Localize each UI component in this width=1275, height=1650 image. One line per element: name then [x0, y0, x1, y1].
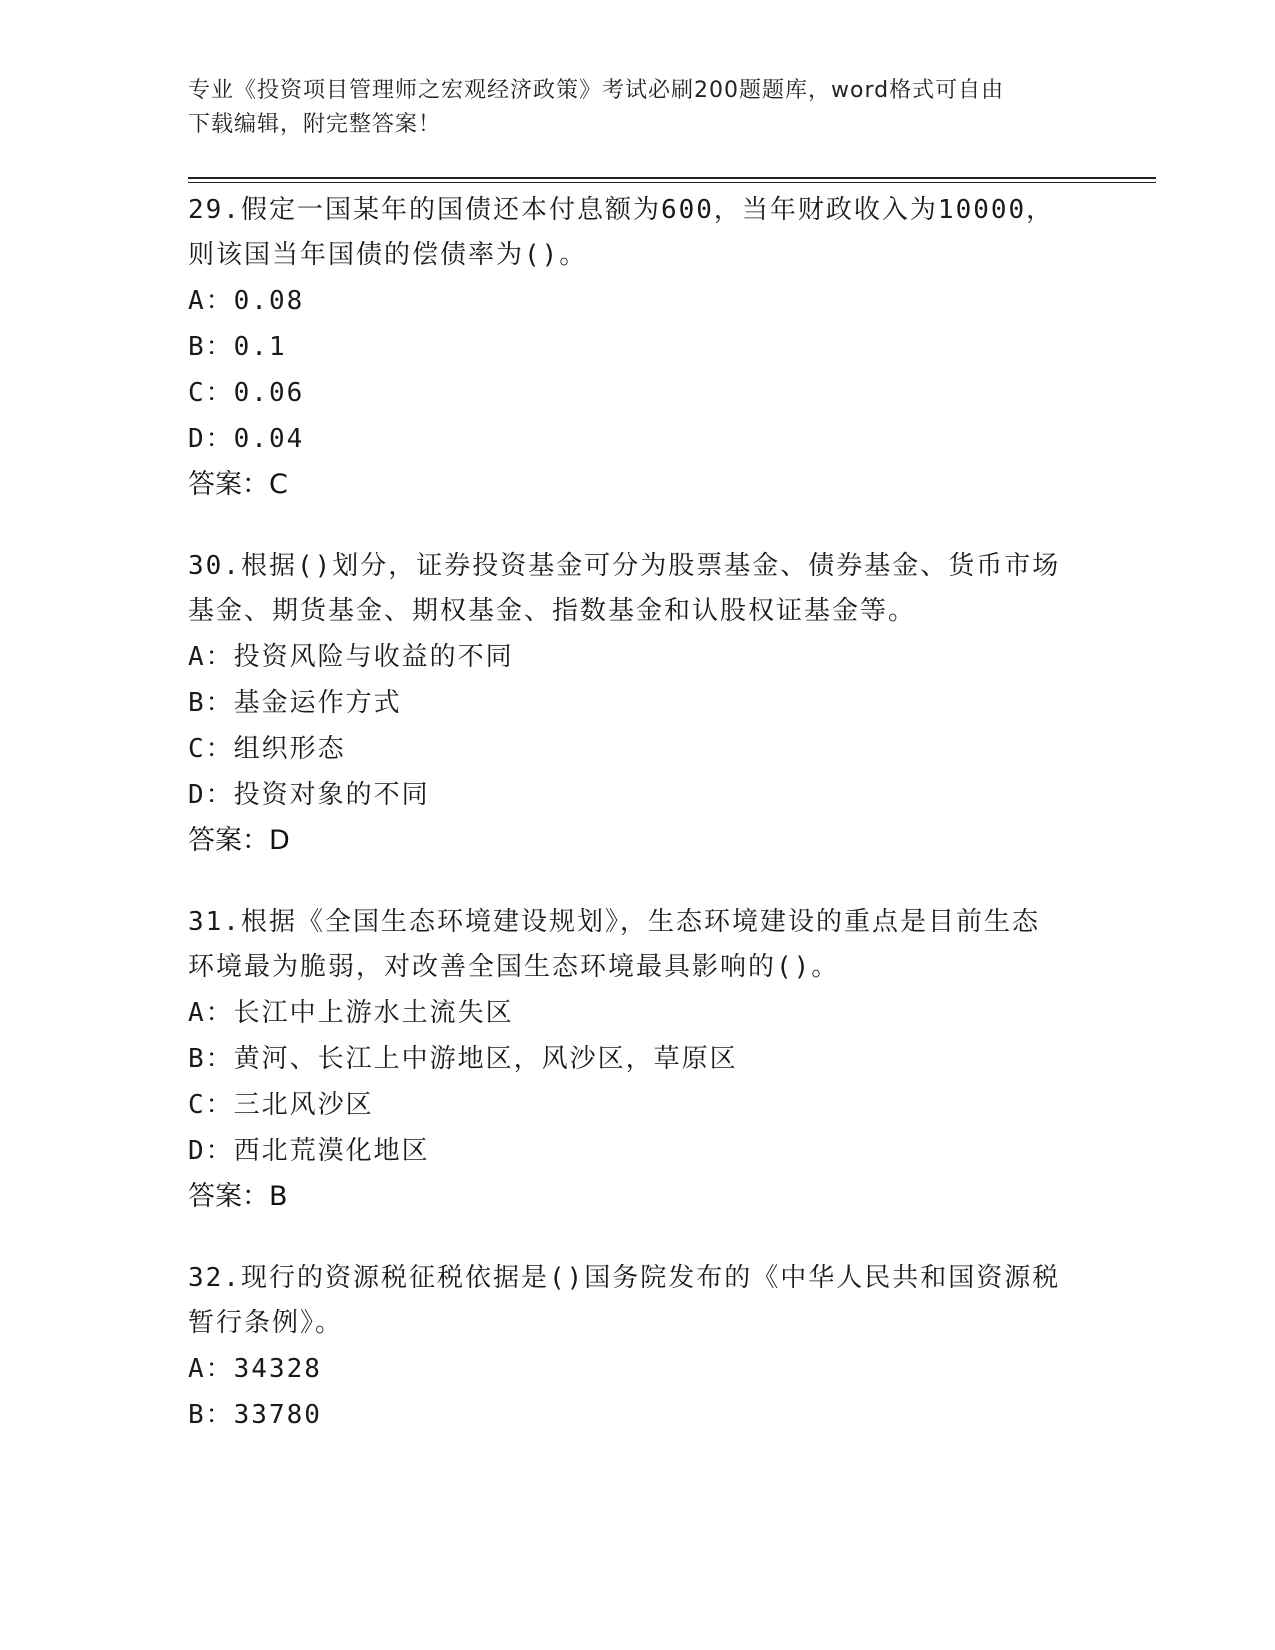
- option-d: D：投资对象的不同: [188, 780, 430, 810]
- option-a: A：长江中上游水土流失区: [188, 998, 514, 1028]
- header-divider-thick: [188, 177, 1156, 179]
- option-a: A：34328: [188, 1354, 322, 1384]
- question-text-line: 环境最为脆弱，对改善全国生态环境最具影响的()。: [188, 952, 840, 982]
- header-line-2: 下载编辑，附完整答案！: [188, 112, 442, 137]
- option-b: B：33780: [188, 1400, 322, 1430]
- option-d: D：西北荒漠化地区: [188, 1136, 430, 1166]
- option-b: B：基金运作方式: [188, 688, 402, 718]
- answer-label: 答案：C: [188, 469, 288, 500]
- answer-label: 答案：D: [188, 825, 290, 856]
- header-line-1: 专业《投资项目管理师之宏观经济政策》考试必刷200题题库，word格式可自由: [188, 78, 1005, 103]
- question-list: [188, 188, 1088, 1474]
- question-text-line: 32.现行的资源税征税依据是()国务院发布的《中华人民共和国资源税: [188, 1263, 1061, 1293]
- question-29: [188, 188, 1088, 508]
- question-32: [188, 1256, 1088, 1438]
- answer-label: 答案：B: [188, 1181, 288, 1212]
- question-30: [188, 544, 1088, 864]
- document-header: [188, 74, 1088, 142]
- option-d: D：0.04: [188, 424, 305, 454]
- question-text-line: 暂行条例》。: [188, 1308, 344, 1338]
- header-divider-thin: [188, 182, 1156, 183]
- option-c: C：三北风沙区: [188, 1090, 374, 1120]
- question-text-line: 31.根据《全国生态环境建设规划》，生态环境建设的重点是目前生态: [188, 907, 1040, 937]
- question-text-line: 基金、期货基金、期权基金、指数基金和认股权证基金等。: [188, 596, 917, 626]
- option-b: B：0.1: [188, 332, 287, 362]
- option-a: A：0.08: [188, 286, 305, 316]
- question-text: [188, 1256, 1088, 1346]
- option-b: B：黄河、长江上中游地区，风沙区，草原区: [188, 1044, 738, 1074]
- question-text-line: 30.根据()划分，证券投资基金可分为股票基金、债券基金、货币市场: [188, 551, 1061, 581]
- question-text: [188, 544, 1088, 634]
- question-text: [188, 188, 1088, 278]
- question-text-line: 29.假定一国某年的国债还本付息额为600，当年财政收入为10000，: [188, 195, 1055, 225]
- question-31: [188, 900, 1088, 1220]
- option-a: A：投资风险与收益的不同: [188, 642, 514, 672]
- question-text-line: 则该国当年国债的偿债率为()。: [188, 240, 588, 270]
- question-text: [188, 900, 1088, 990]
- option-c: C：0.06: [188, 378, 305, 408]
- option-c: C：组织形态: [188, 734, 346, 764]
